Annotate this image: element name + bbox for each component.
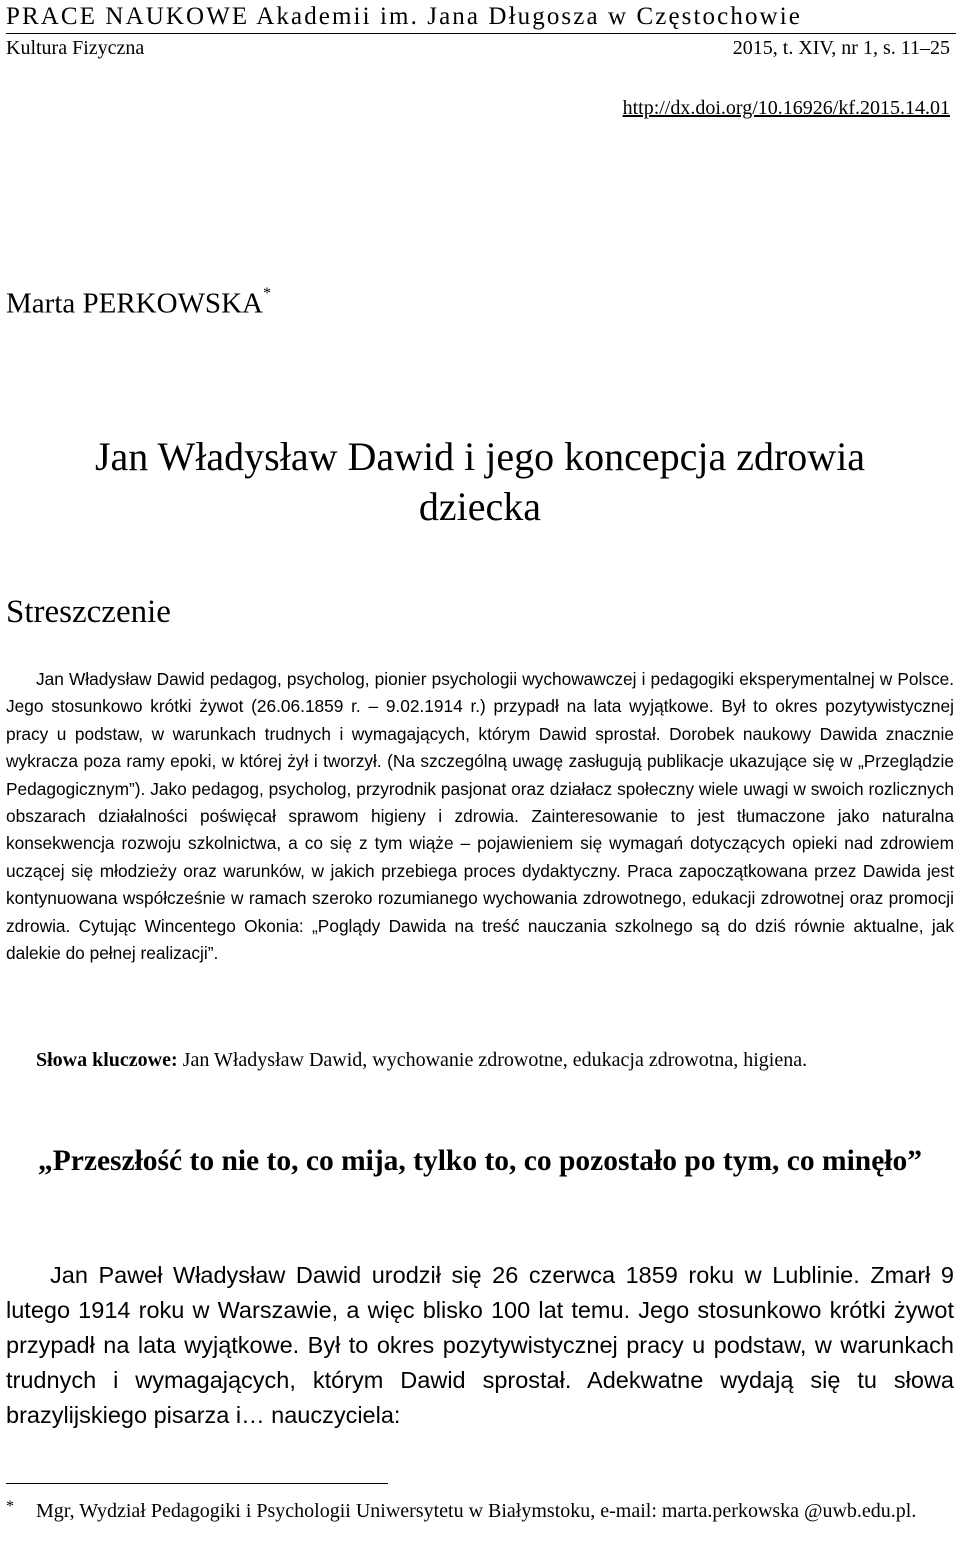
author-footnote-mark: * <box>262 285 271 302</box>
abstract-heading: Streszczenie <box>6 594 171 630</box>
keywords <box>6 1046 954 1074</box>
footnote-text: Mgr, Wydział Pedagogiki i Psychologii Uniwersytetu w Białymstoku, e-mail: marta.perkowska @uwb.edu.pl. <box>36 1500 917 1522</box>
author-name: Marta PERKOWSKA <box>6 287 263 320</box>
footnote <box>6 1497 954 1525</box>
footnote-mark: * <box>6 1498 14 1515</box>
footnote-divider <box>6 1483 388 1484</box>
journal-info: 2015, t. XIV, nr 1, s. 11–25 <box>732 37 950 59</box>
keywords-label: Słowa kluczowe: <box>36 1049 178 1071</box>
doi-link[interactable]: http://dx.doi.org/10.16926/kf.2015.14.01 <box>622 97 950 119</box>
epigraph-quote: „Przeszłość to nie to, co mija, tylko to, co pozostało po tym, co minęło” <box>37 1145 922 1177</box>
article-title: Jan Władysław Dawid i jego koncepcja zdrowia dziecka <box>94 434 866 529</box>
journal-name: Kultura Fizyczna <box>6 37 145 59</box>
series-header <box>6 2 956 34</box>
keywords-list: Jan Władysław Dawid, wychowanie zdrowotne, edukacja zdrowotna, higiena. <box>182 1049 808 1071</box>
author <box>6 280 271 322</box>
body-paragraph: Jan Paweł Władysław Dawid urodził się 26 czerwca 1859 roku w Lublinie. Zmarł 9 lutego 1914 roku w Warszawie, a więc blisko 100 lat temu. Jego stosunkowo krótki żywot przypadł na lata wyjątkowe. Był to okres pozytywistycznej pracy u podstaw, w warunkach trudnych i wymagających, którym Dawid sprostał. Adekwatne wydają się tu słowa brazylijskiego pisarza i… nauczyciela: <box>6 1262 954 1428</box>
body-text <box>6 1258 954 1433</box>
abstract-body <box>6 666 954 967</box>
abstract-paragraph: Jan Władysław Dawid pedagog, psycholog, pionier psychologii wychowawczej i pedagogiki eksperymentalnej w Polsce. Jego stosunkowo krótki żywot (26.06.1859 r. – 9.02.1914 r.) przypadł na lata wyjątkowe. Był to okres pozytywistycznej pracy u podstaw, w warunkach trudnych i wymagających, którym Dawid sprostał. Dorobek naukowy Dawida znacznie wykracza poza ramy epoki, w której żył i tworzył. (Na szczególną uwagę zasługują publikacje ukazujące się w „Przeglądzie Pedagogicznym”). Jako pedagog, psycholog, przyrodnik pasjonat oraz działacz społeczny wiele uwagi w swoich rozlicznych obszarach działalności poświęcał sprawom higieny i zdrowia. Zainteresowanie to jest tłumaczone jako naturalna konsekwencja rozwoju szkolnictwa, a co się z tym wiąże – pojawieniem się wymagań dotyczących opieki nad zdrowiem uczącej się młodzieży oraz warunków, w jakich przebiega proces dydaktyczny. Praca zapoczątkowana przez Dawida jest kontynuowana współcześnie w ramach szeroko rozumianego wychowania zdrowotnego, edukacji zdrowotnej oraz promocji zdrowia. Cytując Wincentego Okonia: „Poglądy Dawida na treść nauczania szkolnego są do dziś równie aktualne, jak dalekie do pełnej realizacji”. <box>6 669 954 964</box>
series-title: PRACE NAUKOWE Akademii im. Jana Długosza w Częstochowie <box>6 3 802 30</box>
